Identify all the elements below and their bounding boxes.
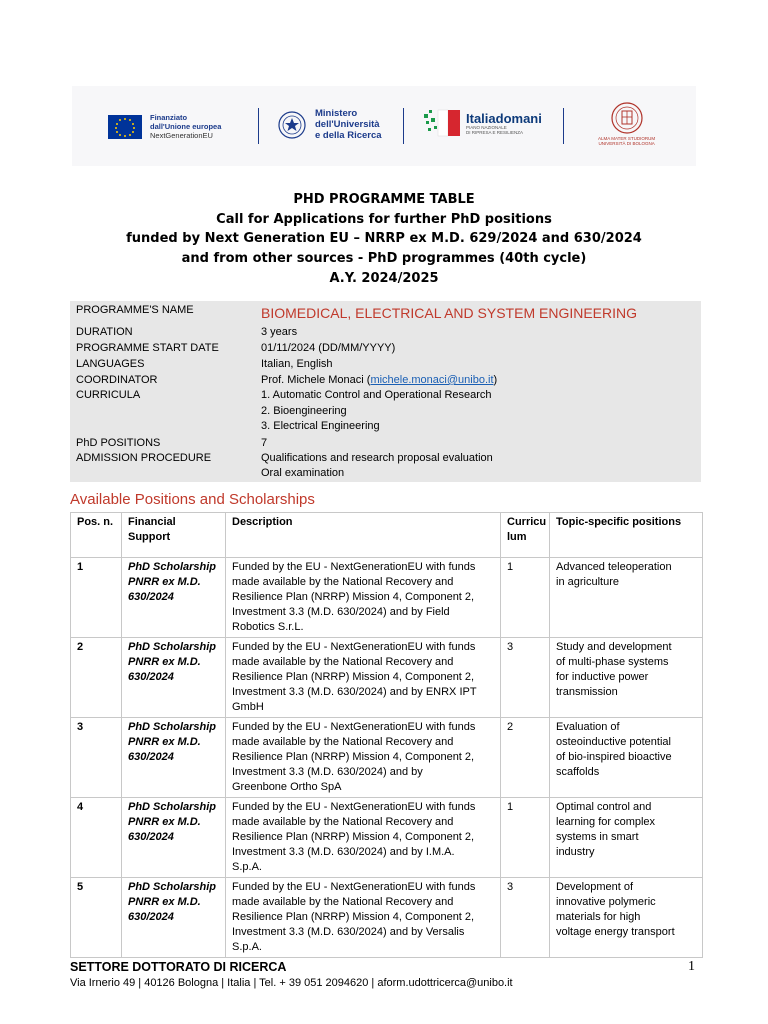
info-value: 3 years xyxy=(261,326,298,338)
positions-table xyxy=(70,512,703,958)
cell-curriculum: 1 xyxy=(501,798,550,878)
info-value: Qualifications and research proposal evaluation xyxy=(261,451,493,464)
cell-pos: 1 xyxy=(71,558,122,638)
logo-divider xyxy=(258,108,259,144)
eu-logo-line2: dall'Unione europea xyxy=(150,122,222,131)
info-label: PROGRAMME'S NAME xyxy=(76,304,194,316)
programme-name: BIOMEDICAL, ELECTRICAL AND SYSTEM ENGINEERING xyxy=(261,305,638,321)
unibo-line1: ALMA MATER STUDIORUM xyxy=(598,136,656,141)
ministry-logo xyxy=(277,108,382,141)
table-row xyxy=(71,558,703,638)
cell-description: Funded by the EU - NextGenerationEU with funds made available by the National Recovery and Resilience Plan (NRRP) Mission 4, Component 2, Investment 3.3 (M.D. 630/2024) and by Field Robotics S.r.L. xyxy=(226,558,501,638)
cell-pos: 5 xyxy=(71,878,122,958)
cell-pos: 4 xyxy=(71,798,122,878)
italiadomani-name-a: Italia xyxy=(466,110,496,126)
italiadomani-name-b: domani xyxy=(495,110,542,126)
coordinator-close: ) xyxy=(493,374,498,386)
curriculum-item: 2. Bioengineering xyxy=(261,404,347,417)
info-label: DURATION xyxy=(76,326,133,338)
cell-curriculum: 3 xyxy=(501,638,550,718)
cell-pos: 3 xyxy=(71,718,122,798)
cell-pos: 2 xyxy=(71,638,122,718)
info-label: PROGRAMME START DATE xyxy=(76,342,219,354)
footer-title: SETTORE DOTTORATO DI RICERCA xyxy=(70,960,287,974)
info-label: PhD POSITIONS xyxy=(76,436,161,449)
table-row xyxy=(71,638,703,718)
cell-description: Funded by the EU - NextGenerationEU with funds made available by the National Recovery and Resilience Plan (NRRP) Mission 4, Component 2, Investment 3.3 (M.D. 630/2024) and by Versalis S.p.A. xyxy=(226,878,501,958)
cell-topic: Evaluation of osteoinductive potential of bio-inspired bioactive scaffolds xyxy=(550,718,703,798)
logo-band xyxy=(72,86,696,166)
info-row-curricula xyxy=(70,388,701,435)
logo-divider xyxy=(403,108,404,144)
curriculum-item: 3. Electrical Engineering xyxy=(261,420,380,432)
page-number: 1 xyxy=(688,959,695,974)
ministry-line1: Ministero xyxy=(315,108,358,119)
cell-financial-support: PhD Scholarship PNRR ex M.D. 630/2024 xyxy=(122,878,226,958)
footer-address: Via Irnerio 49 | 40126 Bologna | Italia | Tel. + 39 051 2094620 | aform.udottricerca@unibo.it xyxy=(70,977,513,989)
info-value: Oral examination xyxy=(261,467,345,479)
header-curriculum: Curricu lum xyxy=(501,513,550,558)
italiadomani-sub1: PIANO NAZIONALE xyxy=(466,124,507,130)
info-row-start-date xyxy=(70,340,701,356)
cell-financial-support: PhD Scholarship PNRR ex M.D. 630/2024 xyxy=(122,558,226,638)
info-row-duration xyxy=(70,324,701,340)
coordinator-name: Prof. Michele Monaci ( xyxy=(261,374,371,386)
info-label: LANGUAGES xyxy=(76,358,145,370)
unibo-line2: UNIVERSITÀ DI BOLOGNA xyxy=(598,141,655,146)
info-value: Italian, English xyxy=(261,358,333,370)
info-value xyxy=(261,374,701,386)
italian-emblem-icon xyxy=(277,110,307,140)
info-value: 01/11/2024 (DD/MM/YYYY) xyxy=(261,342,396,354)
info-row-name xyxy=(70,301,701,324)
title-line1: PHD PROGRAMME TABLE xyxy=(293,192,475,207)
italiadomani-sub2: DI RIPRESA E RESILIENZA xyxy=(466,129,524,135)
eu-logo xyxy=(108,113,221,140)
unibo-logo xyxy=(598,102,655,146)
eu-logo-line3: NextGenerationEU xyxy=(150,131,213,140)
table-row xyxy=(71,798,703,878)
ministry-line3: e della Ricerca xyxy=(315,130,382,141)
cell-curriculum: 1 xyxy=(501,558,550,638)
section-heading: Available Positions and Scholarships xyxy=(70,491,315,508)
logo-divider xyxy=(563,108,564,144)
italiadomani-logo xyxy=(422,106,542,140)
cell-topic: Advanced teleoperation in agriculture xyxy=(550,558,703,638)
cell-description: Funded by the EU - NextGenerationEU with funds made available by the National Recovery and Resilience Plan (NRRP) Mission 4, Component 2, Investment 3.3 (M.D. 630/2024) and by Greenbone Ortho SpA xyxy=(226,718,501,798)
info-row-positions xyxy=(70,435,701,451)
cell-financial-support: PhD Scholarship PNRR ex M.D. 630/2024 xyxy=(122,638,226,718)
ministry-line2: dell'Università xyxy=(315,119,380,130)
header-topic: Topic-specific positions xyxy=(550,513,703,558)
table-row xyxy=(71,878,703,958)
info-value: 7 xyxy=(261,436,268,449)
italiadomani-mark-icon xyxy=(422,106,462,140)
cell-description: Funded by the EU - NextGenerationEU with funds made available by the National Recovery and Resilience Plan (NRRP) Mission 4, Component 2, Investment 3.3 (M.D. 630/2024) and by I.M.A. S.p.A. xyxy=(226,798,501,878)
curriculum-item: 1. Automatic Control and Operational Research xyxy=(261,389,492,401)
title-line5: A.Y. 2024/2025 xyxy=(329,270,439,286)
info-label: CURRICULA xyxy=(76,389,141,401)
cell-topic: Development of innovative polymeric materials for high voltage energy transport xyxy=(550,878,703,958)
unibo-seal-icon xyxy=(611,102,643,134)
info-row-coordinator xyxy=(70,372,701,388)
programme-info-table xyxy=(70,301,701,482)
info-row-admission xyxy=(70,451,701,482)
table-header-row xyxy=(71,513,703,558)
cell-curriculum: 3 xyxy=(501,878,550,958)
title-line4: and from other sources - PhD programmes (40th cycle) xyxy=(181,251,587,267)
eu-logo-line1: Finanziato xyxy=(150,113,188,122)
title-line3: funded by Next Generation EU – NRRP ex M.D. 629/2024 and 630/2024 xyxy=(126,231,642,247)
page-title xyxy=(0,190,768,289)
table-row xyxy=(71,718,703,798)
info-label: ADMISSION PROCEDURE xyxy=(76,451,212,464)
info-row-languages xyxy=(70,356,701,372)
cell-curriculum: 2 xyxy=(501,718,550,798)
cell-description: Funded by the EU - NextGenerationEU with funds made available by the National Recovery and Resilience Plan (NRRP) Mission 4, Component 2, Investment 3.3 (M.D. 630/2024) and by ENRX IPT GmbH xyxy=(226,638,501,718)
cell-topic: Optimal control and learning for complex systems in smart industry xyxy=(550,798,703,878)
coordinator-email-link[interactable]: michele.monaci@unibo.it xyxy=(370,374,494,386)
eu-flag-icon xyxy=(108,115,142,139)
cell-financial-support: PhD Scholarship PNRR ex M.D. 630/2024 xyxy=(122,798,226,878)
title-line2: Call for Applications for further PhD positions xyxy=(216,211,552,227)
cell-topic: Study and development of multi-phase systems for inductive power transmission xyxy=(550,638,703,718)
header-pos: Pos. n. xyxy=(71,513,122,558)
header-description: Description xyxy=(226,513,501,558)
header-financial: Financial Support xyxy=(122,513,226,558)
info-label: COORDINATOR xyxy=(76,374,158,386)
cell-financial-support: PhD Scholarship PNRR ex M.D. 630/2024 xyxy=(122,718,226,798)
